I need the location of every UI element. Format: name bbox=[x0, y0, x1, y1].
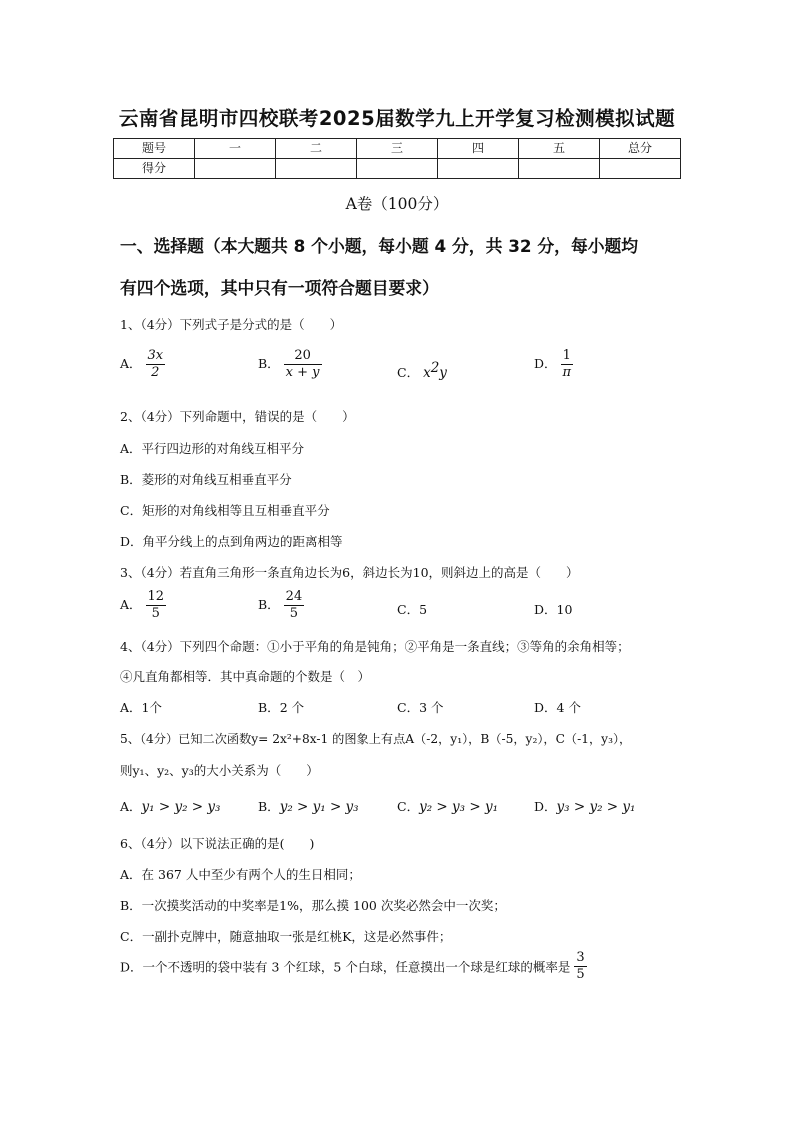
question-4-stem-cont: ④凡直角都相等．其中真命题的个数是（ ） bbox=[120, 669, 371, 684]
question-5-stem: 5、（4分）已知二次函数y= 2x²+8x-1 的图象上有点A（-2，y₁），B（-5，y₂），C（-1，y₃）， bbox=[120, 732, 632, 746]
score-cell[interactable] bbox=[357, 159, 438, 179]
score-cell[interactable] bbox=[195, 159, 276, 179]
q3-option-b bbox=[258, 589, 304, 622]
q6-option-a: A．在 367 人中至少有两个人的生日相同； bbox=[120, 867, 361, 882]
score-cell[interactable] bbox=[519, 159, 600, 179]
exam-title: 云南省昆明市四校联考2025届数学九上开学复习检测模拟试题 bbox=[118, 107, 676, 130]
part1-heading-line1: 一、选择题（本大题共 8 个小题，每小题 4 分，共 32 分，每小题均 bbox=[120, 236, 639, 256]
option-label: C． bbox=[397, 602, 420, 617]
fraction: $\frac{1}{\pi}$ bbox=[562, 348, 572, 380]
score-table-score-row bbox=[114, 159, 681, 179]
question-5-stem-cont: 则y₁、y₂、y₃的大小关系为（ ） bbox=[120, 763, 319, 778]
q1-option-a bbox=[120, 348, 165, 381]
part1-heading-line2: 有四个选项，其中只有一项符合题目要求） bbox=[120, 278, 439, 298]
fraction: $\frac{3}{5}$ bbox=[576, 950, 585, 982]
score-row-label: 得分 bbox=[114, 159, 195, 179]
score-cell[interactable] bbox=[276, 159, 357, 179]
score-cell[interactable] bbox=[438, 159, 519, 179]
q5-option-a: A．y₁ > y₂ > y₃ bbox=[120, 799, 221, 815]
q4-option-a: A．1个 bbox=[120, 700, 162, 715]
q1-option-c: C． $x^2y$ bbox=[397, 360, 447, 382]
fraction: $\frac{12}{5}$ bbox=[147, 589, 165, 621]
question-2-stem: 2、（4分）下列命题中，错误的是（ ） bbox=[120, 409, 355, 424]
option-label: B． bbox=[258, 597, 280, 612]
option-label: A． bbox=[120, 356, 142, 371]
option-label: C． bbox=[397, 365, 420, 381]
option-label: D． bbox=[534, 356, 557, 371]
fraction: $\frac{3x}{2}$ bbox=[147, 348, 164, 380]
q5-option-b: B．y₂ > y₁ > y₃ bbox=[258, 799, 359, 815]
question-4-stem: 4、（4分）下列四个命题：①小于平角的角是钝角；②平角是一条直线；③等角的余角相等； bbox=[120, 639, 630, 654]
q2-option-b: B．菱形的对角线互相垂直平分 bbox=[120, 472, 292, 487]
score-header-cell: 四 bbox=[438, 139, 519, 159]
q3-option-c: C．5 bbox=[397, 602, 428, 617]
option-label: A． bbox=[120, 597, 142, 612]
q1-option-d bbox=[534, 348, 573, 381]
score-header-cell: 五 bbox=[519, 139, 600, 159]
q5-option-c: C．y₂ > y₃ > y₁ bbox=[397, 799, 498, 815]
fraction: $\frac{20}{x + y}$ bbox=[285, 348, 320, 380]
score-cell[interactable] bbox=[600, 159, 681, 179]
q6-option-c: C．一副扑克牌中，随意抽取一张是红桃K，这是必然事件； bbox=[120, 929, 452, 944]
section-a-heading: A卷（100分） bbox=[345, 195, 449, 213]
q2-option-c: C．矩形的对角线相等且互相垂直平分 bbox=[120, 503, 330, 518]
q2-option-a: A．平行四边形的对角线互相平分 bbox=[120, 441, 305, 456]
question-1-stem: 1、（4分）下列式子是分式的是（ ） bbox=[120, 317, 343, 332]
q2-option-d: D．角平分线上的点到角两边的距离相等 bbox=[120, 534, 343, 549]
option-label: B． bbox=[258, 356, 280, 371]
q4-option-c: C．3 个 bbox=[397, 700, 444, 715]
score-header-cell: 总分 bbox=[600, 139, 681, 159]
q6-option-b: B．一次摸奖活动的中奖率是1%，那么摸 100 次奖必然会中一次奖； bbox=[120, 898, 506, 913]
q5-option-d: D．y₃ > y₂ > y₁ bbox=[534, 799, 636, 815]
q6-option-d: D．一个不透明的袋中装有 3 个红球，5 个白球，任意摸出一个球是红球的概率是 $\frac{3}{5}$ bbox=[120, 950, 585, 982]
question-3-stem: 3、（4分）若直角三角形一条直角边长为6，斜边长为10，则斜边上的高是（ ） bbox=[120, 565, 579, 580]
score-table bbox=[113, 138, 681, 179]
fraction: $\frac{24}{5}$ bbox=[285, 589, 303, 621]
score-header-cell: 一 bbox=[195, 139, 276, 159]
question-6-stem: 6、（4分）以下说法正确的是( ) bbox=[120, 836, 315, 851]
option-label: D． bbox=[534, 602, 557, 617]
score-header-cell: 题号 bbox=[114, 139, 195, 159]
score-header-cell: 二 bbox=[276, 139, 357, 159]
q3-option-a bbox=[120, 589, 166, 622]
q4-option-b: B．2 个 bbox=[258, 700, 305, 715]
q3-option-d: D．10 bbox=[534, 602, 573, 617]
score-table-header-row bbox=[114, 139, 681, 159]
score-header-cell: 三 bbox=[357, 139, 438, 159]
q1-option-b bbox=[258, 348, 322, 381]
q4-option-d: D．4 个 bbox=[534, 700, 581, 715]
